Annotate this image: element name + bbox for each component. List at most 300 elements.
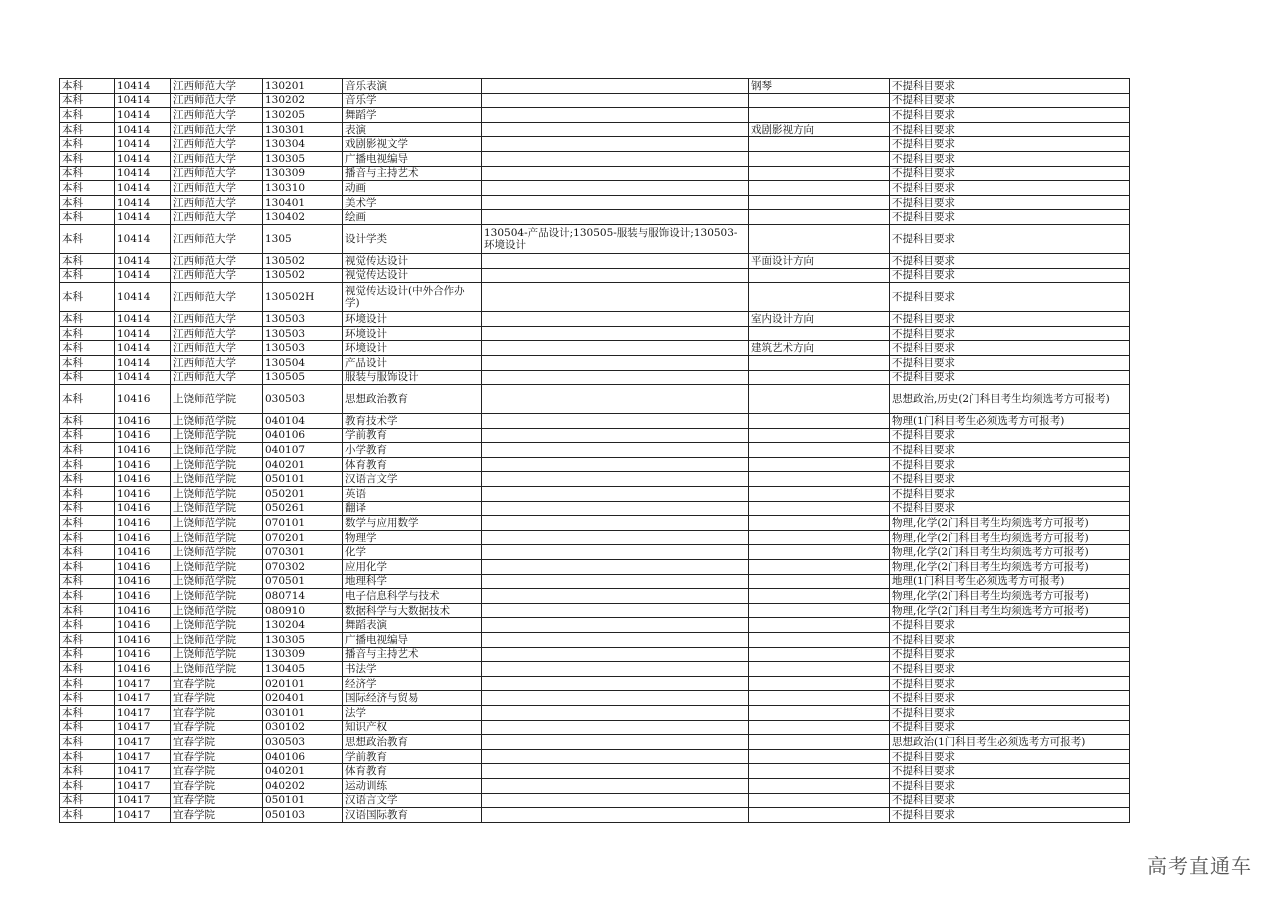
cell-included-majors xyxy=(482,545,749,560)
cell-school-name: 上饶师范学院 xyxy=(171,545,263,560)
cell-school-code: 10416 xyxy=(115,487,171,502)
cell-major-name: 设计学类 xyxy=(343,224,482,253)
cell-subject-requirement: 不提科目要求 xyxy=(890,268,1130,283)
cell-school-name: 宜春学院 xyxy=(171,778,263,793)
cell-level: 本科 xyxy=(60,647,115,662)
cell-major-name: 表演 xyxy=(343,122,482,137)
cell-school-code: 10416 xyxy=(115,589,171,604)
cell-subject-requirement: 不提科目要求 xyxy=(890,253,1130,268)
cell-included-majors xyxy=(482,93,749,108)
cell-major-name: 播音与主持艺术 xyxy=(343,647,482,662)
table-row xyxy=(60,705,1130,720)
cell-direction xyxy=(749,501,890,516)
cell-major-code: 040107 xyxy=(263,443,343,458)
cell-school-code: 10417 xyxy=(115,705,171,720)
cell-direction xyxy=(749,210,890,225)
table-row xyxy=(60,691,1130,706)
cell-subject-requirement: 不提科目要求 xyxy=(890,720,1130,735)
cell-subject-requirement: 不提科目要求 xyxy=(890,457,1130,472)
cell-level: 本科 xyxy=(60,472,115,487)
cell-included-majors xyxy=(482,808,749,823)
cell-direction xyxy=(749,457,890,472)
cell-direction xyxy=(749,326,890,341)
cell-school-code: 10416 xyxy=(115,501,171,516)
cell-subject-requirement: 不提科目要求 xyxy=(890,137,1130,152)
cell-included-majors xyxy=(482,487,749,502)
cell-school-name: 上饶师范学院 xyxy=(171,428,263,443)
table-row xyxy=(60,545,1130,560)
cell-school-name: 上饶师范学院 xyxy=(171,603,263,618)
cell-school-name: 上饶师范学院 xyxy=(171,457,263,472)
cell-school-code: 10414 xyxy=(115,312,171,327)
cell-school-name: 江西师范大学 xyxy=(171,283,263,312)
cell-major-name: 电子信息科学与技术 xyxy=(343,589,482,604)
cell-school-name: 宜春学院 xyxy=(171,808,263,823)
cell-major-name: 戏剧影视文学 xyxy=(343,137,482,152)
cell-level: 本科 xyxy=(60,79,115,94)
cell-direction xyxy=(749,589,890,604)
cell-major-name: 思想政治教育 xyxy=(343,735,482,750)
cell-major-code: 130304 xyxy=(263,137,343,152)
cell-included-majors xyxy=(482,181,749,196)
cell-included-majors xyxy=(482,79,749,94)
cell-school-name: 宜春学院 xyxy=(171,749,263,764)
cell-subject-requirement: 不提科目要求 xyxy=(890,79,1130,94)
cell-school-name: 上饶师范学院 xyxy=(171,472,263,487)
cell-school-name: 江西师范大学 xyxy=(171,122,263,137)
cell-major-code: 040201 xyxy=(263,457,343,472)
cell-included-majors xyxy=(482,691,749,706)
cell-major-name: 体育教育 xyxy=(343,764,482,779)
cell-subject-requirement: 不提科目要求 xyxy=(890,472,1130,487)
table-row xyxy=(60,122,1130,137)
cell-school-name: 江西师范大学 xyxy=(171,79,263,94)
cell-major-code: 080714 xyxy=(263,589,343,604)
table-row xyxy=(60,341,1130,356)
cell-school-name: 上饶师范学院 xyxy=(171,618,263,633)
cell-direction xyxy=(749,691,890,706)
cell-level: 本科 xyxy=(60,385,115,414)
cell-school-code: 10414 xyxy=(115,253,171,268)
cell-major-code: 130503 xyxy=(263,326,343,341)
table-row xyxy=(60,414,1130,429)
cell-level: 本科 xyxy=(60,574,115,589)
cell-school-code: 10414 xyxy=(115,122,171,137)
cell-major-code: 130309 xyxy=(263,647,343,662)
cell-major-name: 舞蹈表演 xyxy=(343,618,482,633)
cell-major-name: 英语 xyxy=(343,487,482,502)
cell-level: 本科 xyxy=(60,341,115,356)
cell-school-code: 10416 xyxy=(115,530,171,545)
cell-major-code: 130310 xyxy=(263,181,343,196)
cell-direction xyxy=(749,647,890,662)
table-row xyxy=(60,137,1130,152)
table-row xyxy=(60,501,1130,516)
cell-level: 本科 xyxy=(60,778,115,793)
cell-included-majors xyxy=(482,355,749,370)
cell-direction xyxy=(749,808,890,823)
cell-included-majors xyxy=(482,749,749,764)
cell-direction xyxy=(749,662,890,677)
cell-major-code: 070201 xyxy=(263,530,343,545)
cell-major-name: 知识产权 xyxy=(343,720,482,735)
cell-major-code: 030101 xyxy=(263,705,343,720)
cell-included-majors xyxy=(482,108,749,123)
cell-school-name: 宜春学院 xyxy=(171,793,263,808)
cell-level: 本科 xyxy=(60,589,115,604)
cell-major-name: 环境设计 xyxy=(343,326,482,341)
cell-level: 本科 xyxy=(60,633,115,648)
cell-major-code: 080910 xyxy=(263,603,343,618)
cell-school-name: 宜春学院 xyxy=(171,735,263,750)
cell-included-majors xyxy=(482,560,749,575)
cell-subject-requirement: 不提科目要求 xyxy=(890,428,1130,443)
cell-included-majors xyxy=(482,603,749,618)
cell-direction xyxy=(749,385,890,414)
cell-major-name: 体育教育 xyxy=(343,457,482,472)
cell-major-name: 环境设计 xyxy=(343,312,482,327)
cell-school-name: 宜春学院 xyxy=(171,720,263,735)
table-row xyxy=(60,662,1130,677)
cell-level: 本科 xyxy=(60,735,115,750)
cell-school-code: 10417 xyxy=(115,764,171,779)
table-row xyxy=(60,370,1130,385)
cell-level: 本科 xyxy=(60,545,115,560)
cell-level: 本科 xyxy=(60,764,115,779)
cell-included-majors xyxy=(482,370,749,385)
table-row xyxy=(60,195,1130,210)
cell-school-code: 10414 xyxy=(115,166,171,181)
cell-subject-requirement: 物理,化学(2门科目考生均须选考方可报考) xyxy=(890,560,1130,575)
cell-direction xyxy=(749,137,890,152)
table-row xyxy=(60,283,1130,312)
cell-major-code: 040201 xyxy=(263,764,343,779)
table-row xyxy=(60,647,1130,662)
cell-school-name: 上饶师范学院 xyxy=(171,414,263,429)
cell-included-majors xyxy=(482,385,749,414)
table-row xyxy=(60,676,1130,691)
cell-major-code: 130305 xyxy=(263,151,343,166)
cell-level: 本科 xyxy=(60,530,115,545)
cell-direction xyxy=(749,414,890,429)
cell-level: 本科 xyxy=(60,268,115,283)
cell-included-majors xyxy=(482,326,749,341)
cell-school-code: 10416 xyxy=(115,545,171,560)
cell-subject-requirement: 不提科目要求 xyxy=(890,647,1130,662)
cell-subject-requirement: 不提科目要求 xyxy=(890,93,1130,108)
cell-subject-requirement: 不提科目要求 xyxy=(890,778,1130,793)
cell-major-code: 130504 xyxy=(263,355,343,370)
cell-subject-requirement: 物理,化学(2门科目考生均须选考方可报考) xyxy=(890,530,1130,545)
cell-school-code: 10417 xyxy=(115,808,171,823)
table-row xyxy=(60,808,1130,823)
cell-subject-requirement: 不提科目要求 xyxy=(890,662,1130,677)
cell-major-name: 国际经济与贸易 xyxy=(343,691,482,706)
cell-major-code: 130502 xyxy=(263,253,343,268)
cell-major-name: 小学教育 xyxy=(343,443,482,458)
cell-included-majors xyxy=(482,414,749,429)
table-row xyxy=(60,253,1130,268)
cell-major-code: 020101 xyxy=(263,676,343,691)
cell-major-name: 视觉传达设计(中外合作办学) xyxy=(343,283,482,312)
cell-school-name: 江西师范大学 xyxy=(171,210,263,225)
cell-direction xyxy=(749,545,890,560)
cell-included-majors xyxy=(482,137,749,152)
cell-major-code: 130301 xyxy=(263,122,343,137)
cell-major-code: 130204 xyxy=(263,618,343,633)
cell-major-code: 130503 xyxy=(263,341,343,356)
cell-major-code: 130309 xyxy=(263,166,343,181)
cell-level: 本科 xyxy=(60,312,115,327)
cell-direction: 戏剧影视方向 xyxy=(749,122,890,137)
cell-included-majors xyxy=(482,676,749,691)
cell-school-name: 江西师范大学 xyxy=(171,370,263,385)
cell-major-code: 130305 xyxy=(263,633,343,648)
cell-level: 本科 xyxy=(60,676,115,691)
cell-direction xyxy=(749,443,890,458)
cell-included-majors xyxy=(482,705,749,720)
cell-school-code: 10416 xyxy=(115,472,171,487)
table-row xyxy=(60,735,1130,750)
cell-major-code: 1305 xyxy=(263,224,343,253)
cell-direction: 建筑艺术方向 xyxy=(749,341,890,356)
cell-major-name: 学前教育 xyxy=(343,749,482,764)
cell-school-code: 10416 xyxy=(115,414,171,429)
cell-school-name: 宜春学院 xyxy=(171,691,263,706)
cell-school-code: 10414 xyxy=(115,151,171,166)
cell-school-name: 江西师范大学 xyxy=(171,341,263,356)
cell-subject-requirement: 不提科目要求 xyxy=(890,749,1130,764)
table-row xyxy=(60,210,1130,225)
cell-school-code: 10414 xyxy=(115,181,171,196)
cell-level: 本科 xyxy=(60,603,115,618)
cell-included-majors xyxy=(482,341,749,356)
cell-included-majors xyxy=(482,122,749,137)
cell-included-majors xyxy=(482,253,749,268)
cell-school-name: 江西师范大学 xyxy=(171,268,263,283)
cell-included-majors xyxy=(482,443,749,458)
cell-major-name: 舞蹈学 xyxy=(343,108,482,123)
cell-level: 本科 xyxy=(60,487,115,502)
cell-subject-requirement: 不提科目要求 xyxy=(890,224,1130,253)
cell-direction xyxy=(749,764,890,779)
cell-included-majors xyxy=(482,793,749,808)
cell-subject-requirement: 不提科目要求 xyxy=(890,326,1130,341)
cell-level: 本科 xyxy=(60,370,115,385)
cell-school-code: 10414 xyxy=(115,268,171,283)
cell-school-name: 上饶师范学院 xyxy=(171,530,263,545)
cell-major-code: 130405 xyxy=(263,662,343,677)
cell-direction xyxy=(749,749,890,764)
cell-major-name: 教育技术学 xyxy=(343,414,482,429)
cell-major-code: 130201 xyxy=(263,79,343,94)
cell-direction xyxy=(749,472,890,487)
cell-subject-requirement: 不提科目要求 xyxy=(890,487,1130,502)
cell-subject-requirement: 物理,化学(2门科目考生均须选考方可报考) xyxy=(890,545,1130,560)
cell-major-code: 130202 xyxy=(263,93,343,108)
cell-included-majors xyxy=(482,589,749,604)
cell-major-code: 130505 xyxy=(263,370,343,385)
cell-school-code: 10414 xyxy=(115,137,171,152)
cell-major-code: 030102 xyxy=(263,720,343,735)
cell-school-name: 江西师范大学 xyxy=(171,312,263,327)
cell-subject-requirement: 不提科目要求 xyxy=(890,195,1130,210)
cell-direction xyxy=(749,224,890,253)
cell-included-majors xyxy=(482,210,749,225)
cell-school-code: 10416 xyxy=(115,662,171,677)
table-row xyxy=(60,151,1130,166)
cell-major-code: 130502 xyxy=(263,268,343,283)
cell-major-name: 学前教育 xyxy=(343,428,482,443)
cell-direction xyxy=(749,603,890,618)
cell-level: 本科 xyxy=(60,108,115,123)
cell-direction xyxy=(749,166,890,181)
cell-school-code: 10416 xyxy=(115,385,171,414)
cell-direction xyxy=(749,530,890,545)
cell-major-name: 汉语言文学 xyxy=(343,472,482,487)
cell-school-code: 10417 xyxy=(115,778,171,793)
cell-included-majors xyxy=(482,720,749,735)
cell-major-code: 030503 xyxy=(263,735,343,750)
cell-major-code: 050261 xyxy=(263,501,343,516)
cell-school-code: 10414 xyxy=(115,210,171,225)
cell-school-code: 10416 xyxy=(115,516,171,531)
cell-major-name: 数学与应用数学 xyxy=(343,516,482,531)
cell-direction xyxy=(749,268,890,283)
cell-school-name: 江西师范大学 xyxy=(171,224,263,253)
cell-direction xyxy=(749,355,890,370)
cell-major-name: 服装与服饰设计 xyxy=(343,370,482,385)
cell-included-majors xyxy=(482,574,749,589)
cell-direction: 钢琴 xyxy=(749,79,890,94)
cell-school-name: 上饶师范学院 xyxy=(171,574,263,589)
cell-school-name: 宜春学院 xyxy=(171,676,263,691)
cell-major-name: 法学 xyxy=(343,705,482,720)
cell-major-name: 音乐表演 xyxy=(343,79,482,94)
cell-included-majors xyxy=(482,472,749,487)
cell-direction xyxy=(749,778,890,793)
cell-level: 本科 xyxy=(60,705,115,720)
cell-subject-requirement: 不提科目要求 xyxy=(890,341,1130,356)
cell-included-majors xyxy=(482,457,749,472)
table-row xyxy=(60,224,1130,253)
table-row xyxy=(60,472,1130,487)
cell-major-code: 070101 xyxy=(263,516,343,531)
cell-direction xyxy=(749,720,890,735)
cell-subject-requirement: 不提科目要求 xyxy=(890,764,1130,779)
cell-school-code: 10414 xyxy=(115,195,171,210)
table-row xyxy=(60,618,1130,633)
cell-included-majors xyxy=(482,633,749,648)
cell-school-name: 上饶师范学院 xyxy=(171,633,263,648)
cell-included-majors xyxy=(482,618,749,633)
cell-subject-requirement: 不提科目要求 xyxy=(890,283,1130,312)
cell-level: 本科 xyxy=(60,283,115,312)
cell-school-code: 10416 xyxy=(115,443,171,458)
cell-level: 本科 xyxy=(60,195,115,210)
cell-level: 本科 xyxy=(60,662,115,677)
table-row xyxy=(60,385,1130,414)
cell-major-name: 数据科学与大数据技术 xyxy=(343,603,482,618)
table-row xyxy=(60,560,1130,575)
cell-school-name: 江西师范大学 xyxy=(171,166,263,181)
cell-direction xyxy=(749,676,890,691)
table-row xyxy=(60,778,1130,793)
cell-level: 本科 xyxy=(60,224,115,253)
cell-direction xyxy=(749,283,890,312)
cell-school-code: 10417 xyxy=(115,735,171,750)
cell-school-code: 10416 xyxy=(115,457,171,472)
cell-subject-requirement: 不提科目要求 xyxy=(890,355,1130,370)
cell-major-name: 广播电视编导 xyxy=(343,633,482,648)
cell-level: 本科 xyxy=(60,253,115,268)
cell-school-code: 10414 xyxy=(115,224,171,253)
cell-school-name: 上饶师范学院 xyxy=(171,516,263,531)
table-row xyxy=(60,633,1130,648)
cell-school-code: 10417 xyxy=(115,793,171,808)
cell-level: 本科 xyxy=(60,93,115,108)
table-row xyxy=(60,574,1130,589)
cell-subject-requirement: 物理(1门科目考生必须选考方可报考) xyxy=(890,414,1130,429)
cell-major-name: 音乐学 xyxy=(343,93,482,108)
table-row xyxy=(60,428,1130,443)
cell-major-name: 思想政治教育 xyxy=(343,385,482,414)
cell-direction xyxy=(749,93,890,108)
cell-school-code: 10414 xyxy=(115,355,171,370)
cell-school-code: 10414 xyxy=(115,283,171,312)
cell-subject-requirement: 物理,化学(2门科目考生均须选考方可报考) xyxy=(890,516,1130,531)
cell-school-name: 上饶师范学院 xyxy=(171,589,263,604)
table-row xyxy=(60,93,1130,108)
cell-level: 本科 xyxy=(60,691,115,706)
cell-direction xyxy=(749,181,890,196)
cell-subject-requirement: 不提科目要求 xyxy=(890,312,1130,327)
cell-school-name: 江西师范大学 xyxy=(171,195,263,210)
cell-direction xyxy=(749,108,890,123)
cell-included-majors xyxy=(482,312,749,327)
cell-direction xyxy=(749,370,890,385)
cell-level: 本科 xyxy=(60,749,115,764)
cell-level: 本科 xyxy=(60,808,115,823)
cell-direction xyxy=(749,633,890,648)
cell-included-majors xyxy=(482,778,749,793)
cell-subject-requirement: 不提科目要求 xyxy=(890,705,1130,720)
cell-level: 本科 xyxy=(60,151,115,166)
cell-school-code: 10414 xyxy=(115,341,171,356)
cell-direction xyxy=(749,151,890,166)
cell-major-code: 130401 xyxy=(263,195,343,210)
cell-major-code: 070501 xyxy=(263,574,343,589)
cell-major-code: 050103 xyxy=(263,808,343,823)
cell-included-majors xyxy=(482,501,749,516)
cell-subject-requirement: 不提科目要求 xyxy=(890,501,1130,516)
cell-subject-requirement: 不提科目要求 xyxy=(890,210,1130,225)
cell-major-name: 地理科学 xyxy=(343,574,482,589)
cell-school-name: 上饶师范学院 xyxy=(171,487,263,502)
cell-school-name: 上饶师范学院 xyxy=(171,443,263,458)
cell-major-name: 产品设计 xyxy=(343,355,482,370)
table-row xyxy=(60,326,1130,341)
cell-major-code: 130205 xyxy=(263,108,343,123)
cell-major-code: 040104 xyxy=(263,414,343,429)
cell-included-majors xyxy=(482,647,749,662)
cell-included-majors xyxy=(482,662,749,677)
cell-level: 本科 xyxy=(60,501,115,516)
cell-direction xyxy=(749,560,890,575)
cell-direction xyxy=(749,705,890,720)
cell-level: 本科 xyxy=(60,428,115,443)
cell-direction xyxy=(749,735,890,750)
